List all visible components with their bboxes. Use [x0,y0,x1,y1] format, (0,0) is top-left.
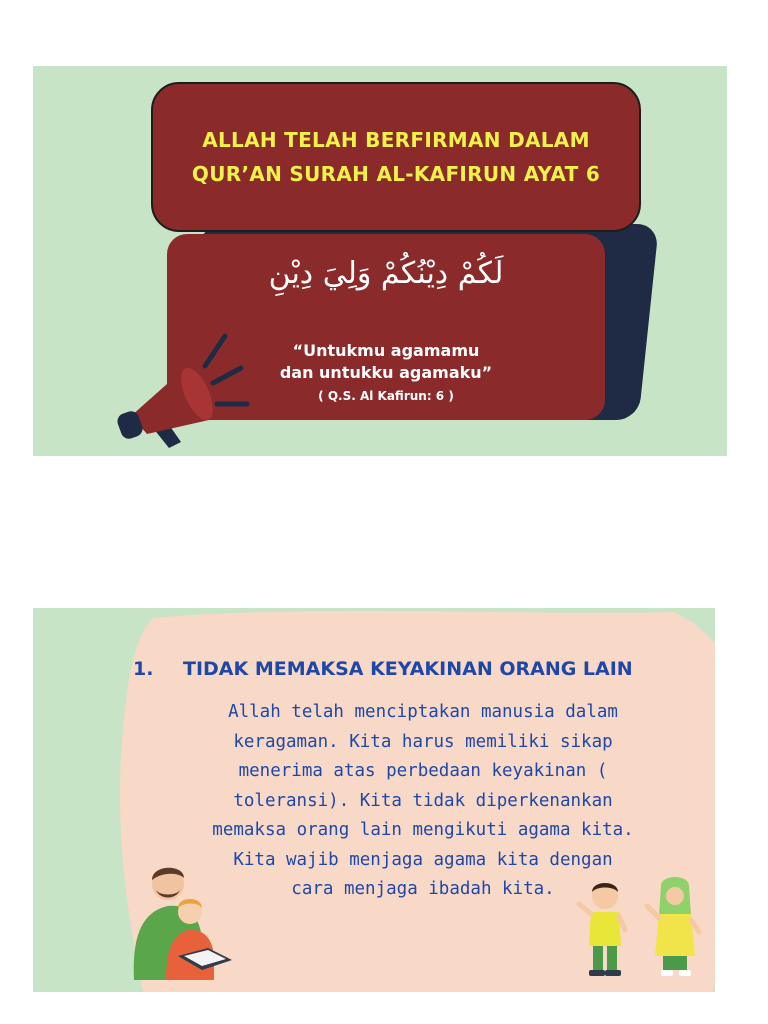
title-box [151,82,641,232]
slide-tolerance-point [33,608,715,992]
translation-line-2: dan untukku agamaku” [279,363,493,382]
translation-line-1: “Untukmu agamamu [292,341,480,360]
title-line-1: ALLAH TELAH BERFIRMAN DALAM [202,128,590,152]
body-line: memaksa orang lain mengikuti agama kita. [212,820,634,840]
body-line: keragaman. Kita harus memiliki sikap [233,731,613,752]
body-line: Kita wajib menjaga agama kita dengan [233,849,613,870]
title-line-2: QUR’AN SURAH AL-KAFIRUN AYAT 6 [191,162,601,186]
father-and-child-reading-illustration [128,860,238,980]
body-line: Allah telah menciptakan manusia dalam [228,702,618,722]
megaphone-icon [113,328,253,456]
point-title: TIDAK MEMAKSA KEYAKINAN ORANG LAIN [183,658,633,680]
point-number: 1. [133,658,154,680]
point-body [203,698,643,905]
body-line: menerima atas perbedaan keyakinan ( [238,761,608,781]
two-children-illustration [573,876,708,980]
arabic-verse: لَكُمْ دِيْنُكُمْ وَلِيَ دِيْنِ [268,256,504,291]
verse-reference: ( Q.S. Al Kafirun: 6 ) [318,389,454,403]
slide-quran-verse [33,66,727,456]
point-heading [133,658,693,680]
body-line: toleransi). Kita tidak diperkenankan [233,790,613,811]
body-line: cara menjaga ibadah kita. [291,879,555,899]
